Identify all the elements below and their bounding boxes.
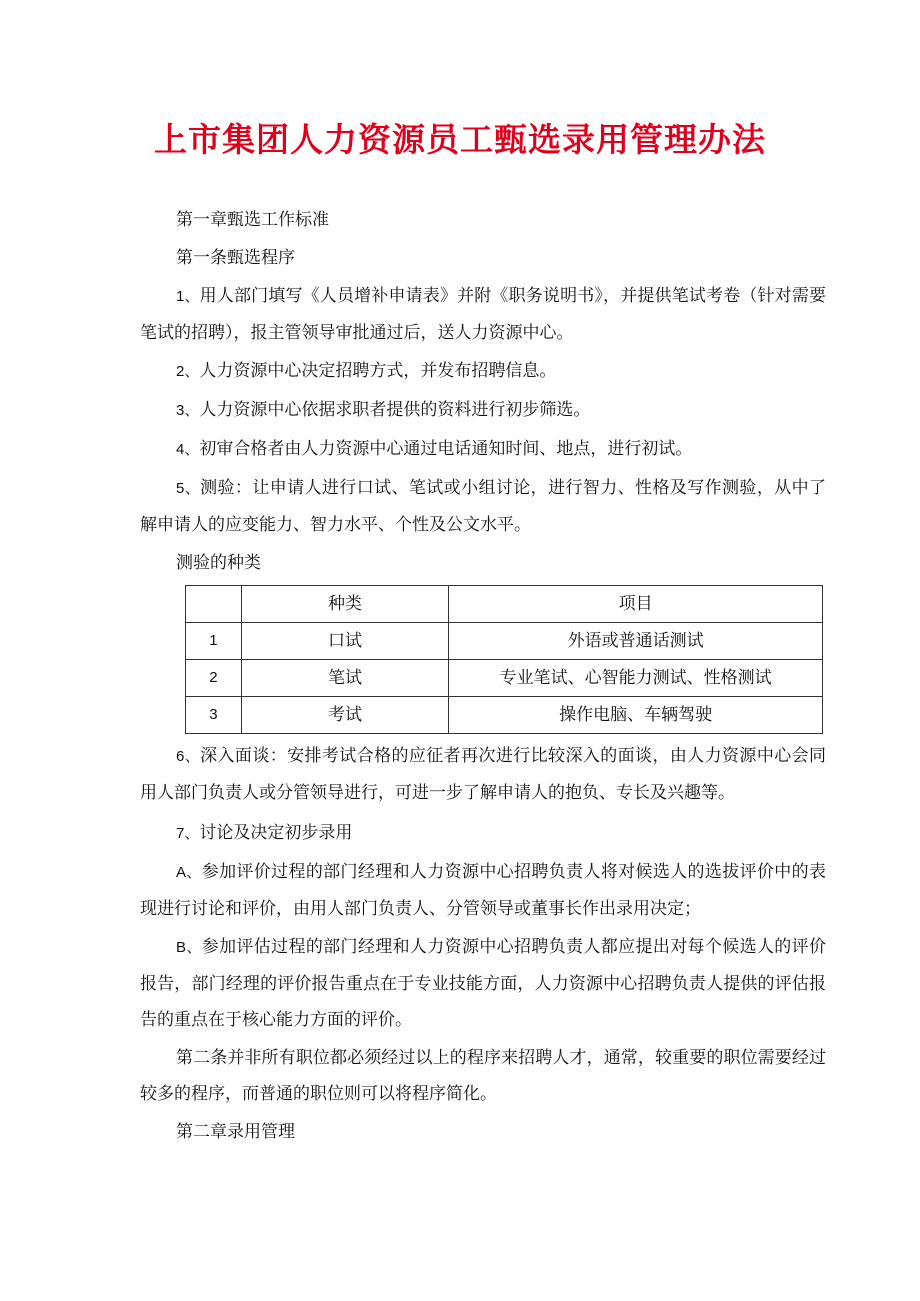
chapter-2-heading: 第二章录用管理 bbox=[176, 1122, 295, 1142]
step-b-text: 参加评估过程的部门经理和人力资源中心招聘负责人都应提出对每个候选人的评价报告，部门经理的评价报告重点在于专业技能方面，人力资源中心招聘负责人提供的评估报告的重点在于核心能力方面的评价。 bbox=[140, 937, 826, 1030]
step-4-text: 初审合格者由人力资源中心通过电话通知时间、地点，进行初试。 bbox=[199, 439, 693, 459]
step-1-text: 用人部门填写《人员增补申请表》并附《职务说明书》，并提供笔试考卷（针对需要笔试的招聘），报主管领导审批通过后，送人力资源中心。 bbox=[140, 286, 827, 343]
step-5 bbox=[140, 470, 826, 543]
step-1-number: 1、 bbox=[176, 288, 200, 305]
step-3-text: 人力资源中心依据求职者提供的资料进行初步筛选。 bbox=[199, 400, 591, 420]
step-b bbox=[140, 929, 826, 1038]
table-header-cell bbox=[186, 586, 242, 623]
table-cell: 1 bbox=[186, 623, 242, 660]
table-cell: 口试 bbox=[241, 623, 448, 660]
step-7 bbox=[140, 815, 826, 852]
step-7-text: 讨论及决定初步录用 bbox=[199, 823, 353, 843]
table-row bbox=[186, 697, 823, 734]
table-cell: 笔试 bbox=[241, 660, 448, 697]
article-1-heading: 第一条甄选程序 bbox=[176, 248, 295, 268]
table-caption: 测验的种类 bbox=[176, 553, 261, 573]
table-header-row bbox=[186, 586, 823, 623]
step-a-text: 参加评价过程的部门经理和人力资源中心招聘负责人将对候选人的选拔评价中的表现进行讨论和评价，由用人部门负责人、分管领导或董事长作出录用决定； bbox=[140, 862, 826, 919]
step-4 bbox=[140, 431, 826, 468]
table-header-cell: 种类 bbox=[241, 586, 448, 623]
document-title: 上市集团人力资源员工甄选录用管理办法 bbox=[154, 120, 766, 159]
step-a bbox=[140, 854, 826, 927]
step-3 bbox=[140, 392, 826, 429]
table-cell: 操作电脑、车辆驾驶 bbox=[449, 697, 823, 734]
step-5-number: 5、 bbox=[176, 480, 201, 497]
table-cell: 3 bbox=[186, 697, 242, 734]
document-body bbox=[140, 202, 826, 1150]
test-types-table bbox=[185, 585, 823, 734]
step-3-number: 3、 bbox=[176, 402, 200, 419]
step-4-number: 4、 bbox=[176, 441, 200, 458]
step-2-number: 2、 bbox=[176, 363, 200, 380]
table-cell: 专业笔试、心智能力测试、性格测试 bbox=[449, 660, 823, 697]
step-6-number: 6、 bbox=[176, 748, 201, 765]
step-6 bbox=[140, 738, 826, 811]
step-5-text: 测验：让申请人进行口试、笔试或小组讨论，进行智力、性格及写作测验，从中了解申请人的应变能力、智力水平、个性及公文水平。 bbox=[140, 478, 827, 535]
table-cell: 外语或普通话测试 bbox=[449, 623, 823, 660]
table-row bbox=[186, 623, 823, 660]
step-2-text: 人力资源中心决定招聘方式，并发布招聘信息。 bbox=[199, 361, 557, 381]
step-b-label: B、 bbox=[176, 939, 202, 956]
table-header-cell: 项目 bbox=[449, 586, 823, 623]
step-2 bbox=[140, 353, 826, 390]
table-row bbox=[186, 660, 823, 697]
chapter-1-heading: 第一章甄选工作标准 bbox=[176, 210, 329, 230]
step-a-label: A、 bbox=[176, 864, 202, 881]
table-cell: 考试 bbox=[241, 697, 448, 734]
step-1 bbox=[140, 278, 826, 351]
article-2: 第二条并非所有职位都必须经过以上的程序来招聘人才，通常，较重要的职位需要经过较多的程序，而普通的职位则可以将程序简化。 bbox=[140, 1048, 826, 1104]
table-cell: 2 bbox=[186, 660, 242, 697]
step-7-number: 7、 bbox=[176, 825, 200, 842]
step-6-text: 深入面谈：安排考试合格的应征者再次进行比较深入的面谈，由人力资源中心会同用人部门负责人或分管领导进行，可进一步了解申请人的抱负、专长及兴趣等。 bbox=[140, 746, 827, 803]
